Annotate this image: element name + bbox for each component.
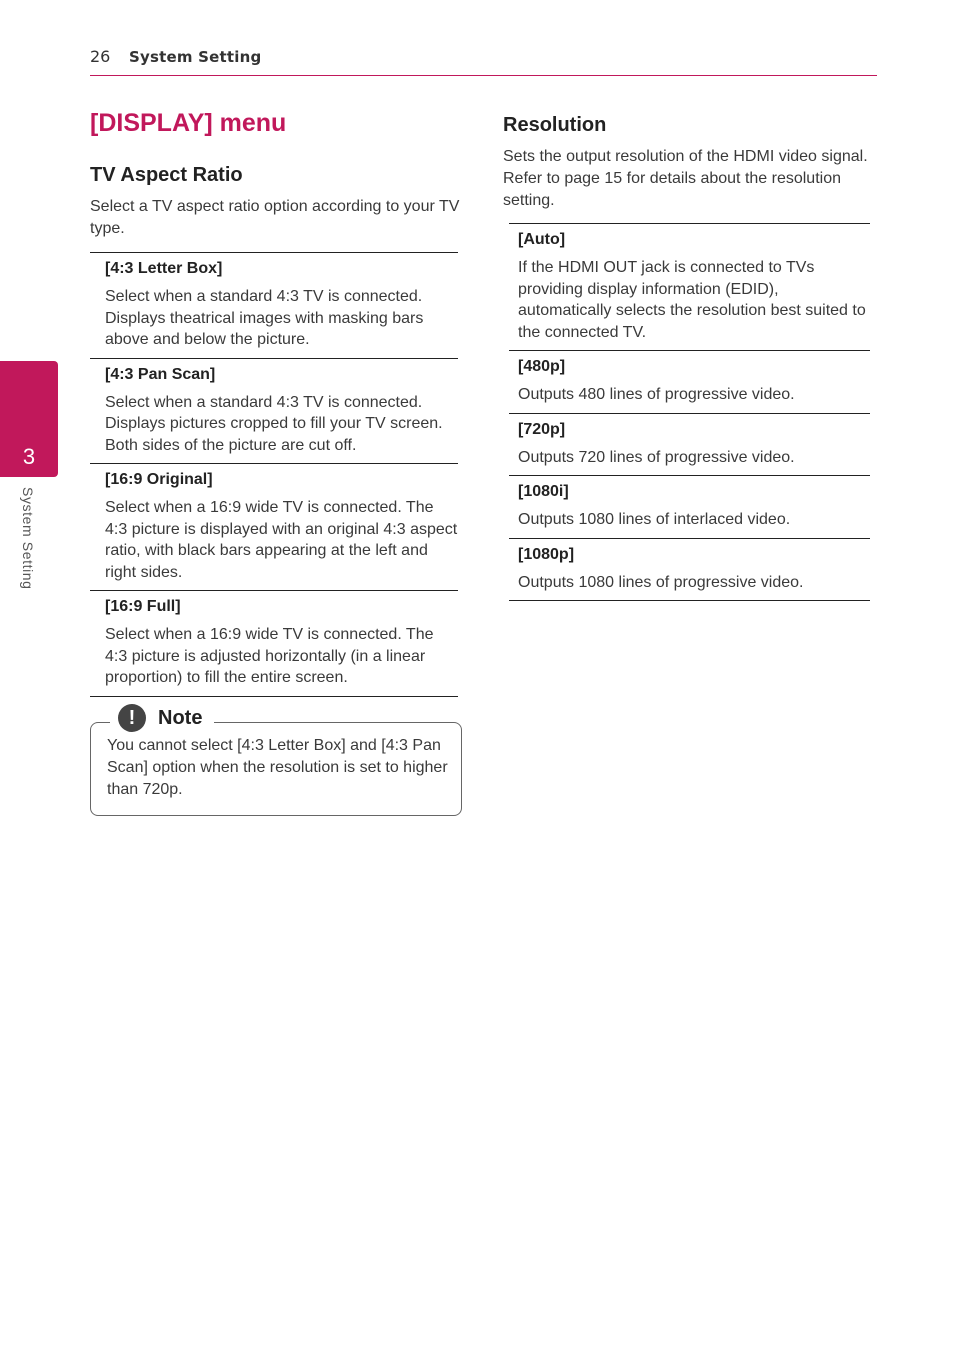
note-header bbox=[110, 704, 214, 732]
option-name: [4:3 Letter Box] bbox=[105, 260, 223, 277]
chapter-label bbox=[20, 487, 44, 617]
chapter-number: 3 bbox=[22, 444, 36, 469]
option-desc: Select when a 16:9 wide TV is connected. The 4:3 picture is displayed with an original 4:3 aspect ratio, with black bars appearing at the left and right sides. bbox=[105, 499, 458, 581]
tv-aspect-table bbox=[90, 252, 458, 697]
resolution-table bbox=[509, 223, 870, 601]
option-row-720p bbox=[509, 413, 870, 476]
option-desc: If the HDMI OUT jack is connected to TVs providing display information (EDID), automatically selects the resolution best suited to the connected TV. bbox=[518, 259, 866, 341]
page-title: [DISPLAY] menu bbox=[90, 109, 287, 137]
resolution-heading: Resolution bbox=[503, 114, 607, 136]
option-desc: Outputs 480 lines of progressive video. bbox=[518, 386, 795, 403]
option-row-1080p bbox=[509, 538, 870, 601]
option-name: [16:9 Full] bbox=[105, 598, 181, 615]
option-row-16-9-full bbox=[90, 590, 458, 696]
chapter-label-text: System Setting bbox=[20, 487, 36, 590]
option-desc: Select when a standard 4:3 TV is connected. Displays pictures cropped to fill your TV screen. Both sides of the picture are cut off. bbox=[105, 393, 443, 454]
option-desc: Outputs 1080 lines of interlaced video. bbox=[518, 511, 791, 528]
option-name: [Auto] bbox=[518, 231, 566, 248]
option-name: [480p] bbox=[518, 358, 566, 375]
note-label: Note bbox=[158, 706, 203, 729]
option-desc: Select when a standard 4:3 TV is connected. Displays theatrical images with masking bars above and below the picture. bbox=[105, 288, 424, 348]
page-number: 26 bbox=[90, 47, 111, 66]
exclamation-icon: ! bbox=[118, 704, 146, 732]
option-desc: Outputs 1080 lines of progressive video. bbox=[518, 573, 804, 591]
option-row-16-9-original bbox=[90, 463, 458, 590]
option-desc: Select when a 16:9 wide TV is connected. The 4:3 picture is adjusted horizontally (in a linear proportion) to fill the entire screen. bbox=[105, 626, 434, 686]
option-row-1080i bbox=[509, 475, 870, 538]
option-name: [16:9 Original] bbox=[105, 471, 213, 488]
option-desc: Outputs 720 lines of progressive video. bbox=[518, 448, 795, 466]
option-row-pan-scan bbox=[90, 358, 458, 464]
option-row-480p bbox=[509, 350, 870, 413]
tv-aspect-heading: TV Aspect Ratio bbox=[90, 164, 243, 186]
option-name: [1080p] bbox=[518, 545, 575, 563]
option-name: [720p] bbox=[518, 420, 566, 438]
note-text: You cannot select [4:3 Letter Box] and [4:3 Pan Scan] option when the resolution is set to higher than 720p. bbox=[107, 737, 448, 798]
option-name: [1080i] bbox=[518, 483, 569, 500]
option-row-auto bbox=[509, 223, 870, 350]
option-row-letter-box bbox=[90, 252, 458, 358]
option-name: [4:3 Pan Scan] bbox=[105, 365, 216, 383]
tv-aspect-intro: Select a TV aspect ratio option according to your TV type. bbox=[90, 198, 460, 237]
header-section-title: System Setting bbox=[129, 48, 262, 66]
resolution-intro: Sets the output resolution of the HDMI video signal. Refer to page 15 for details about the resolution setting. bbox=[503, 148, 868, 209]
header-rule bbox=[90, 75, 877, 76]
